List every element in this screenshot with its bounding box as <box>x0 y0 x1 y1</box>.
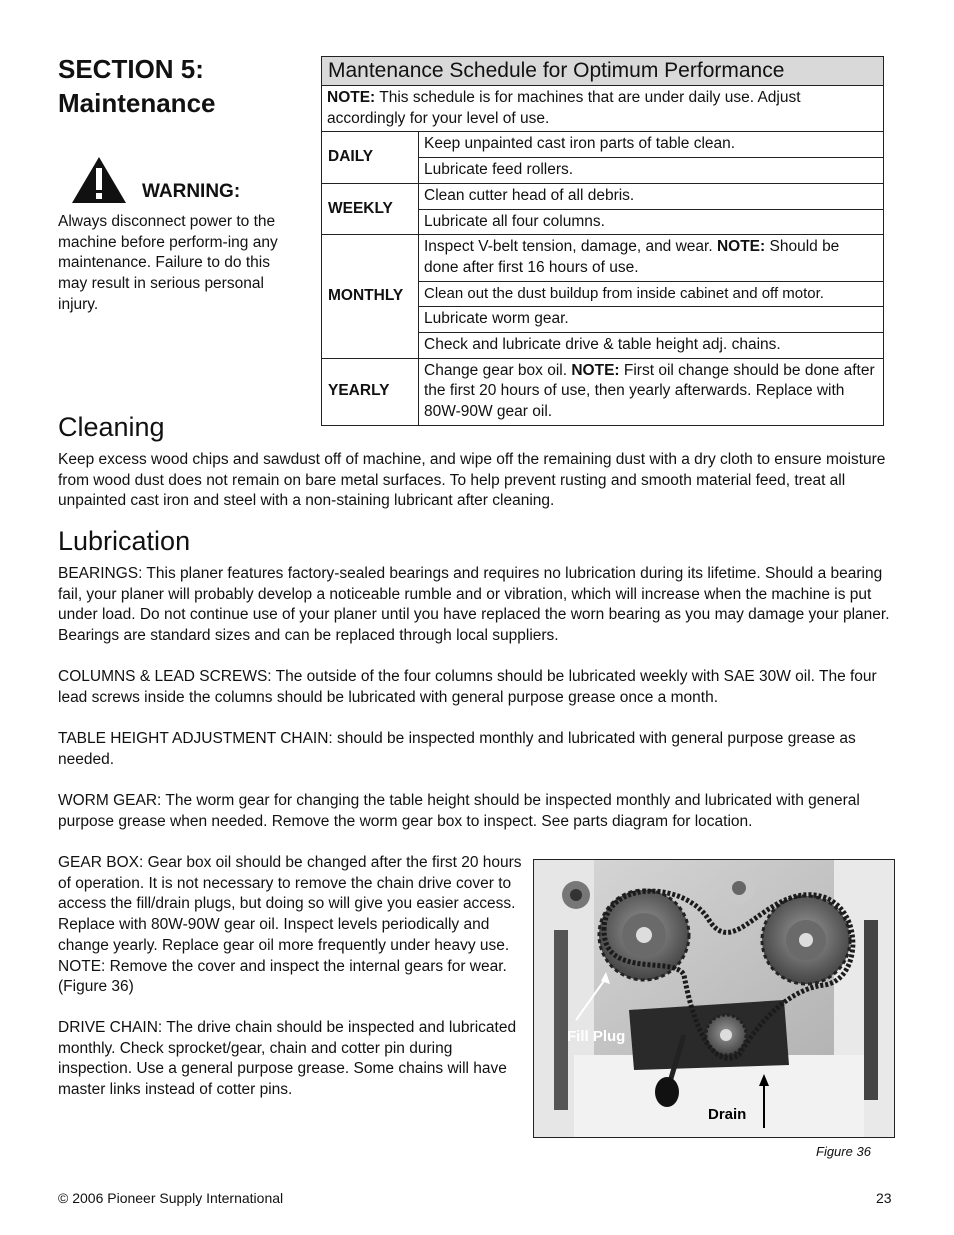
maintenance-schedule-table <box>321 56 884 426</box>
yearly-row <box>322 358 884 425</box>
figure-caption: Figure 36 <box>816 1144 871 1159</box>
cleaning-text: Keep excess wood chips and sawdust off of machine, and wipe off the remaining dust with a dry cloth to ensure moisture from wood dust does not remain on bare metal surfaces. To help prevent rusting and smooth material feed, treat all unpainted cast iron and steel with a non-staining lubricant after cleaning. <box>58 451 886 510</box>
drive-chain-text: DRIVE CHAIN: The drive chain should be inspected and lubricated monthly. Check sprocket/gear, chain and cotter pin during inspection. Use a general purpose grease. Some chains will have master links instead of cotter pins. <box>58 1019 517 1099</box>
monthly-task: Clean out the dust buildup from inside cabinet and off motor. <box>419 281 884 307</box>
figure-36-photo <box>533 859 895 1138</box>
worm-gear-text: WORM GEAR: The worm gear for changing the table height should be inspected monthly and lubricated with general purpose grease when needed. Remove the worm gear box to inspect. See parts diagram for location. <box>58 792 860 830</box>
warning-triangle-icon <box>70 155 128 205</box>
schedule-title-row <box>322 57 884 86</box>
gear-chain-illustration <box>534 860 894 1137</box>
monthly-note-text: Should be done after first 16 hours of use. <box>424 238 840 276</box>
daily-row <box>322 132 884 158</box>
footer-copyright: © 2006 Pioneer Supply International <box>58 1190 284 1206</box>
warning-label: WARNING: <box>142 181 241 202</box>
bearings-text: BEARINGS: This planer features factory-sealed bearings and requires no lubrication during its lifetime. Should a bearing fail, your planer will probably develop a noticeable rumble and or vibration, which will increase when the machine is put under load. Do not continue use of your planer until you have replaced the worn bearing as you may damage your planer. Bearings are standard sizes and can be replaced through local suppliers. <box>58 565 890 645</box>
schedule-title: Mantenance Schedule for Optimum Performance <box>322 57 884 86</box>
note-text: This schedule is for machines that are under daily use. Adjust accordingly for your level of use. <box>327 89 801 127</box>
drain-label: Drain <box>708 1106 747 1123</box>
gear-box-text: GEAR BOX: Gear box oil should be changed after the first 20 hours of operation. It is not necessary to remove the chain drive cover to access the fill/drain plugs, but doing so will give you easier access. Replace with 80W-90W gear oil. Inspect levels periodically and change yearly. Replace gear oil more frequently under heavy use. NOTE: Remove the cover and inspect the internal gears for wear. (Figure 36) <box>58 854 522 996</box>
fill-plug-label: Fill Plug <box>567 1028 626 1045</box>
lubrication-heading: Lubrication <box>58 526 191 556</box>
note-label: NOTE: <box>327 89 376 106</box>
cleaning-heading: Cleaning <box>58 412 165 442</box>
yearly-note-text: First oil change should be done after the first 20 hours of use, then yearly afterwards. Replace with 80W-90W gear oil. <box>424 361 875 421</box>
weekly-task: Clean cutter head of all debris. <box>419 183 884 209</box>
monthly-row <box>322 235 884 281</box>
daily-label: DAILY <box>322 132 419 183</box>
daily-task: Keep unpainted cast iron parts of table clean. <box>419 132 884 158</box>
yearly-label: YEARLY <box>322 358 419 425</box>
weekly-task: Lubricate all four columns. <box>419 209 884 235</box>
section-title <box>58 52 308 120</box>
weekly-label: WEEKLY <box>322 183 419 234</box>
section-name: Maintenance <box>58 88 216 118</box>
monthly-label: MONTHLY <box>322 235 419 359</box>
monthly-task-text: Inspect V-belt tension, damage, and wear. <box>424 238 717 256</box>
warning-text: Always disconnect power to the machine before perform-ing any maintenance. Failure to do this may result in serious personal injury. <box>58 213 278 313</box>
yearly-task <box>419 358 884 425</box>
chain-text: TABLE HEIGHT ADJUSTMENT CHAIN: should be inspected monthly and lubricated with general purpose grease as needed. <box>58 730 856 768</box>
columns-text: COLUMNS & LEAD SCREWS: The outside of the four columns should be lubricated weekly with SAE 30W oil. The four lead screws inside the columns should be lubricated with general purpose grease once a month. <box>58 668 877 706</box>
daily-task: Lubricate feed rollers. <box>419 158 884 184</box>
section-number: SECTION 5: <box>58 54 204 84</box>
monthly-task: Lubricate worm gear. <box>419 307 884 333</box>
monthly-note-label: NOTE: <box>716 238 766 256</box>
schedule-note-row <box>322 86 884 132</box>
page-number: 23 <box>876 1190 892 1206</box>
monthly-task <box>419 235 884 281</box>
monthly-task: Check and lubricate drive & table height adj. chains. <box>419 333 884 359</box>
yearly-note-label: NOTE: <box>571 361 620 379</box>
yearly-text: Change gear box oil. <box>424 361 572 379</box>
weekly-row <box>322 183 884 209</box>
schedule-note <box>322 86 884 132</box>
